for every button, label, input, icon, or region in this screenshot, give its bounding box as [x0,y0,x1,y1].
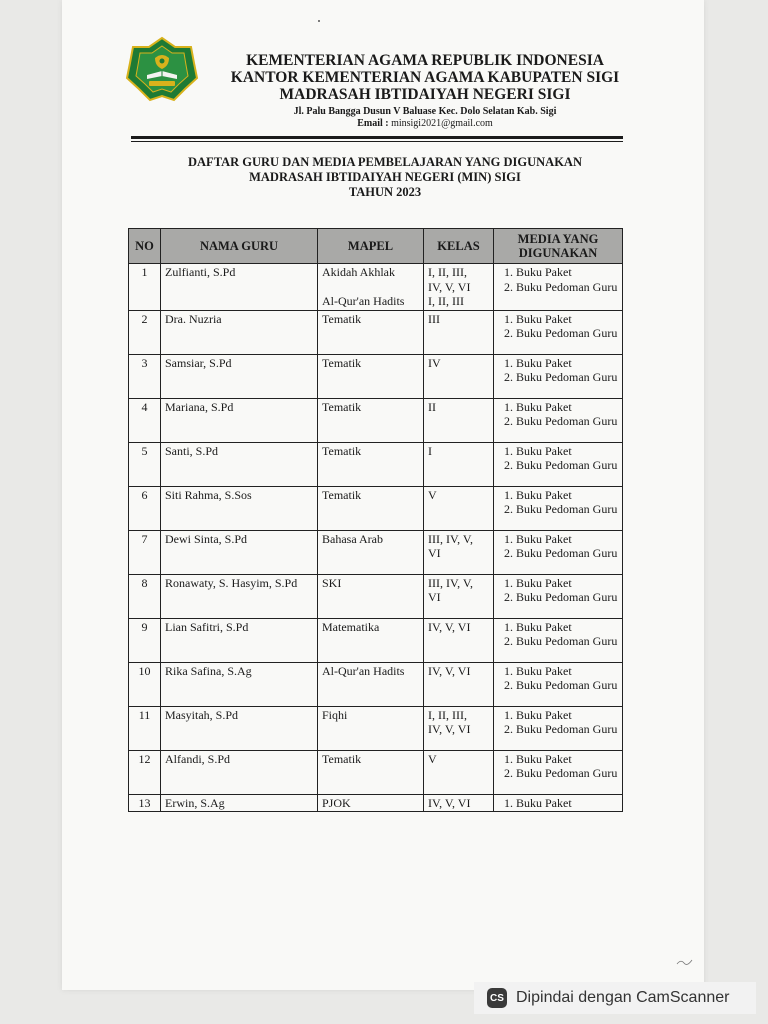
media-item: 1. Buku Paket [516,576,618,591]
cell-media [494,618,623,662]
media-list [498,576,618,605]
media-item: 2. Buku Pedoman Guru [516,634,618,649]
camscanner-watermark [474,982,756,1014]
media-list [498,752,618,781]
media-item: 1. Buku Paket [516,708,618,723]
mapel-item: Tematik [322,399,362,414]
mapel-item: SKI [322,575,342,590]
cell-nama-guru: Siti Rahma, S.Sos [161,486,318,530]
media-item: 1. Buku Paket [516,400,618,415]
cell-no: 6 [129,486,161,530]
header-divider-thin [131,141,623,142]
teacher-media-table [128,228,623,812]
mapel-item: Al-Qur'an Hadits [322,294,405,308]
media-item: 1. Buku Paket [516,796,618,811]
kelas-line: IV, V, VI [428,663,471,678]
kelas-line: I [428,443,432,458]
media-item: 1. Buku Paket [516,620,618,635]
table-row [129,354,623,398]
cell-no: 1 [129,264,161,311]
title-line-2: MADRASAH IBTIDAIYAH NEGERI (MIN) SIGI [249,170,521,184]
media-list [498,532,618,561]
header-no: NO [129,229,161,264]
media-item: 1. Buku Paket [516,532,618,547]
cell-no: 13 [129,794,161,812]
header-divider-thick [131,136,623,139]
kelas-line: IV, V, VI [428,619,471,634]
cell-mapel [318,310,424,354]
kelas-line: I, II, III [428,294,464,308]
cell-nama-guru: Dra. Nuzria [161,310,318,354]
camscanner-logo-icon: CS [487,988,507,1008]
cell-mapel [318,706,424,750]
mapel-item: Tematik [322,355,362,370]
cell-nama-guru: Dewi Sinta, S.Pd [161,530,318,574]
kelas-line: I, II, III, [428,265,467,279]
media-item: 1. Buku Paket [516,752,618,767]
camscanner-label: Dipindai dengan CamScanner [516,989,730,1006]
media-list [498,708,618,737]
cell-nama-guru: Lian Safitri, S.Pd [161,618,318,662]
mapel-item: Fiqhi [322,707,348,722]
cell-no: 11 [129,706,161,750]
cell-media [494,486,623,530]
cell-mapel [318,794,424,812]
cell-kelas [424,574,494,618]
media-list [498,620,618,649]
mapel-item: Tematik [322,751,362,766]
cell-nama-guru: Erwin, S.Ag [161,794,318,812]
cell-nama-guru: Zulfianti, S.Pd [161,264,318,311]
cell-nama-guru: Masyitah, S.Pd [161,706,318,750]
kelas-line: IV, V, VI [428,722,471,736]
cell-no: 2 [129,310,161,354]
table-row [129,398,623,442]
table-row [129,264,623,311]
cell-kelas [424,662,494,706]
cell-media [494,662,623,706]
cell-nama-guru: Alfandi, S.Pd [161,750,318,794]
cell-media [494,398,623,442]
mapel-item: Tematik [322,443,362,458]
school-name: MADRASAH IBTIDAIYAH NEGERI SIGI [279,86,571,103]
ministry-name: KEMENTERIAN AGAMA REPUBLIK INDONESIA [246,52,604,69]
kelas-line: VI [428,546,441,560]
mapel-item: Tematik [322,487,362,502]
cell-nama-guru: Ronawaty, S. Hasyim, S.Pd [161,574,318,618]
cell-mapel [318,264,424,311]
mapel-item: Al-Qur'an Hadits [322,663,405,678]
header-mapel: MAPEL [318,229,424,264]
cell-nama-guru: Santi, S.Pd [161,442,318,486]
school-email [210,118,640,130]
school-address: Jl. Palu Bangga Dusun V Baluase Kec. Dolo Selatan Kab. Sigi [293,106,557,117]
cell-kelas [424,264,494,311]
mapel-item: Matematika [322,619,380,634]
media-item: 1. Buku Paket [516,312,618,327]
media-list [498,265,618,294]
cell-mapel [318,530,424,574]
cell-mapel [318,618,424,662]
media-item: 2. Buku Pedoman Guru [516,722,618,737]
table-row [129,442,623,486]
table-row [129,530,623,574]
media-item: 1. Buku Paket [516,265,618,280]
kelas-line: III [428,311,440,326]
media-item: 2. Buku Pedoman Guru [516,678,618,693]
kelas-line: IV, V, VI [428,795,471,810]
media-list [498,400,618,429]
media-item: 2. Buku Pedoman Guru [516,414,618,429]
header-media: MEDIA YANG DIGUNAKAN [494,229,623,264]
table-row [129,486,623,530]
cell-nama-guru: Rika Safina, S.Ag [161,662,318,706]
cell-media [494,442,623,486]
cell-no: 4 [129,398,161,442]
cell-mapel [318,442,424,486]
cell-kelas [424,750,494,794]
mapel-item: Bahasa Arab [322,531,383,546]
media-list [498,356,618,385]
table-header-row [129,229,623,264]
kelas-line: III, IV, V, [428,531,474,546]
cell-media [494,574,623,618]
cell-mapel [318,398,424,442]
table-row [129,574,623,618]
document-title [140,155,630,200]
media-item: 2. Buku Pedoman Guru [516,502,618,517]
cell-no: 5 [129,442,161,486]
title-line-1: DAFTAR GURU DAN MEDIA PEMBELAJARAN YANG DIGUNAKAN [188,155,582,169]
cell-mapel [318,662,424,706]
media-item: 2. Buku Pedoman Guru [516,766,618,781]
cell-mapel [318,354,424,398]
scan-speck [318,20,320,22]
cell-media [494,264,623,311]
kelas-line: IV [428,355,441,370]
pen-mark [676,955,694,967]
office-name: KANTOR KEMENTERIAN AGAMA KABUPATEN SIGI [230,69,620,86]
media-item: 2. Buku Pedoman Guru [516,590,618,605]
email-label: Email : [357,118,389,129]
media-list [498,444,618,473]
cell-media [494,530,623,574]
cell-kelas [424,618,494,662]
mapel-item: Tematik [322,311,362,326]
cell-mapel [318,574,424,618]
header-kelas: KELAS [424,229,494,264]
kelas-line: III, IV, V, [428,575,474,590]
media-item: 1. Buku Paket [516,356,618,371]
cell-no: 8 [129,574,161,618]
cell-media [494,750,623,794]
title-line-3: TAHUN 2023 [348,185,422,199]
cell-nama-guru: Samsiar, S.Pd [161,354,318,398]
table-row [129,794,623,812]
cell-no: 3 [129,354,161,398]
kemenag-logo-icon [125,36,199,102]
table-body [129,264,623,812]
media-list [498,664,618,693]
kelas-line: II [428,399,436,414]
cell-kelas [424,706,494,750]
email-value: minsigi2021@gmail.com [391,118,493,129]
table-row [129,618,623,662]
cell-nama-guru: Mariana, S.Pd [161,398,318,442]
kelas-line: V [428,487,437,502]
cell-media [494,706,623,750]
media-item: 1. Buku Paket [516,664,618,679]
letterhead [210,52,640,130]
media-item: 1. Buku Paket [516,444,618,459]
mapel-item: PJOK [322,795,351,810]
table-row [129,662,623,706]
media-list [498,796,618,811]
header-nama-guru: NAMA GURU [161,229,318,264]
cell-media [494,310,623,354]
kelas-line: VI [428,590,441,604]
cell-kelas [424,794,494,812]
cell-mapel [318,750,424,794]
table-row [129,310,623,354]
cell-no: 12 [129,750,161,794]
cell-kelas [424,398,494,442]
cell-kelas [424,530,494,574]
cell-kelas [424,486,494,530]
media-item: 2. Buku Pedoman Guru [516,370,618,385]
mapel-item: Akidah Akhlak [322,265,395,279]
media-item: 2. Buku Pedoman Guru [516,546,618,561]
cell-no: 10 [129,662,161,706]
kelas-line: I, II, III, [428,707,467,722]
cell-no: 9 [129,618,161,662]
media-item: 2. Buku Pedoman Guru [516,280,618,295]
media-item: 1. Buku Paket [516,488,618,503]
cell-no: 7 [129,530,161,574]
media-list [498,488,618,517]
cell-mapel [318,486,424,530]
media-item: 2. Buku Pedoman Guru [516,326,618,341]
kelas-line: V [428,751,437,766]
media-list [498,312,618,341]
cell-media [494,354,623,398]
table-row [129,750,623,794]
cell-kelas [424,442,494,486]
table-row [129,706,623,750]
kelas-line: IV, V, VI [428,279,471,294]
media-item: 2. Buku Pedoman Guru [516,458,618,473]
cell-kelas [424,354,494,398]
cell-media [494,794,623,812]
cell-kelas [424,310,494,354]
